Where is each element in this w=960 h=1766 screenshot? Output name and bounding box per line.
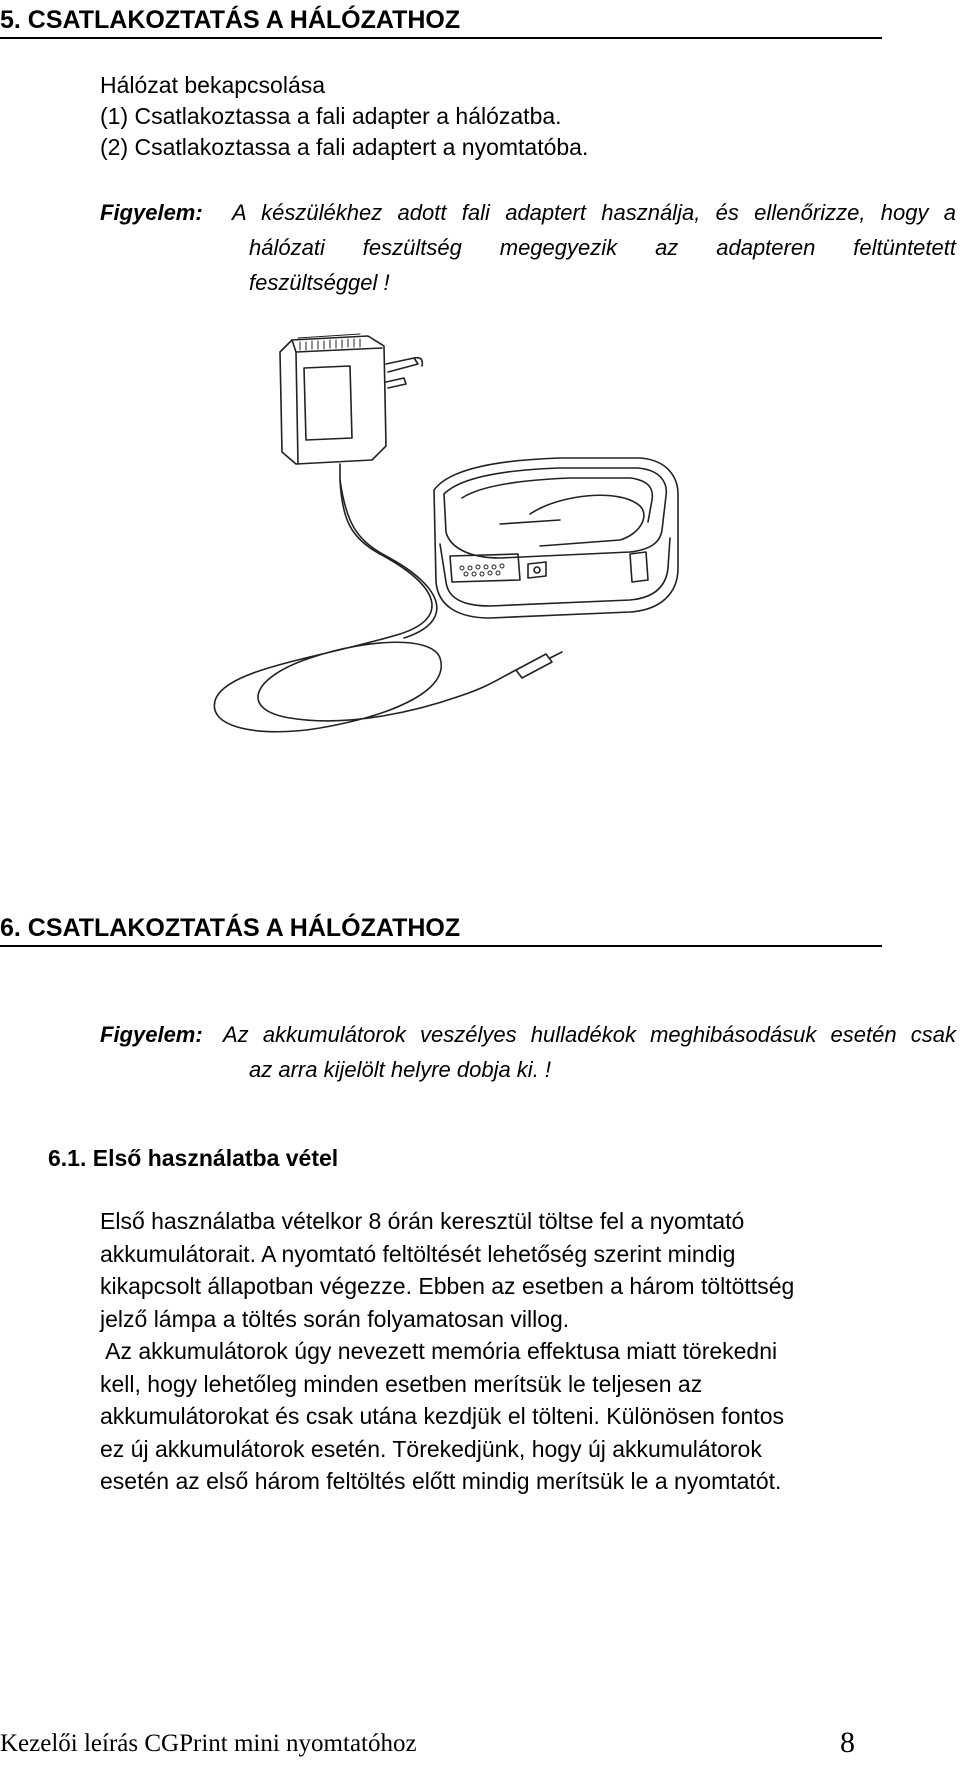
printer-icon bbox=[434, 458, 678, 618]
power-on-step-1: (1) Csatlakoztassa a fali adapter a hálózatba. bbox=[100, 103, 562, 129]
body-line: kell, hogy lehetőleg minden esetben merítsük le teljesen az bbox=[100, 1370, 703, 1397]
power-on-title: Hálózat bekapcsolása bbox=[100, 72, 326, 98]
power-on-step-2: (2) Csatlakoztassa a fali adaptert a nyomtatóba. bbox=[100, 134, 589, 160]
section-5-heading: 5. CSATLAKOZTATÁS A HÁLÓZATHOZ bbox=[0, 5, 882, 39]
power-on-steps bbox=[100, 70, 588, 163]
section-6-heading: 6. CSATLAKOZTATÁS A HÁLÓZATHOZ bbox=[0, 913, 882, 947]
subsection-6-1-heading: 6.1. Első használatba vétel bbox=[48, 1145, 339, 1171]
page-number: 8 bbox=[840, 1726, 855, 1759]
first-use-paragraph bbox=[100, 1205, 940, 1498]
warning-label: Figyelem: bbox=[100, 200, 203, 225]
footer-title: Kezelői leírás CGPrint mini nyomtatóhoz bbox=[0, 1730, 417, 1757]
warning-line: az arra kijelölt helyre dobja ki. ! bbox=[249, 1057, 552, 1082]
battery-warning bbox=[100, 1022, 958, 1102]
body-line: akkumulátorait. A nyomtató feltöltését lehetőség szerint mindig bbox=[100, 1240, 736, 1267]
body-line: kikapcsolt állapotban végezze. Ebben az esetben a három töltöttség bbox=[100, 1273, 795, 1299]
body-line: jelző lámpa a töltés során folyamatosan villog. bbox=[100, 1305, 570, 1332]
warning-line: A készülékhez adott fali adaptert használja, és ellenőrizze, hogy a bbox=[232, 200, 956, 225]
body-line: Első használatba vételkor 8 órán keresztül töltse fel a nyomtató bbox=[100, 1208, 745, 1234]
body-line: ez új akkumulátorok esetén. Törekedjünk, hogy új akkumulátorok bbox=[100, 1435, 762, 1462]
warning-label: Figyelem: bbox=[100, 1022, 203, 1047]
warning-line: Az akkumulátorok veszélyes hulladékok meghibásodásuk esetén csak bbox=[223, 1022, 956, 1047]
body-line: esetén az első három feltöltés előtt mindig merítsük le a nyomtatót. bbox=[100, 1468, 782, 1494]
warning-line: feszültséggel ! bbox=[249, 270, 390, 295]
wall-adapter-icon bbox=[280, 334, 422, 480]
adapter-printer-drawing bbox=[200, 318, 760, 768]
page-footer bbox=[0, 1726, 960, 1766]
body-line: Az akkumulátorok úgy nevezett memória effektusa miatt törekedni bbox=[100, 1338, 778, 1364]
warning-line: hálózati feszültség megegyezik az adapteren feltüntetett bbox=[249, 235, 956, 260]
adapter-warning bbox=[100, 200, 958, 310]
body-line: akkumulátorokat és csak utána kezdjük el tölteni. Különösen fontos bbox=[100, 1403, 785, 1429]
